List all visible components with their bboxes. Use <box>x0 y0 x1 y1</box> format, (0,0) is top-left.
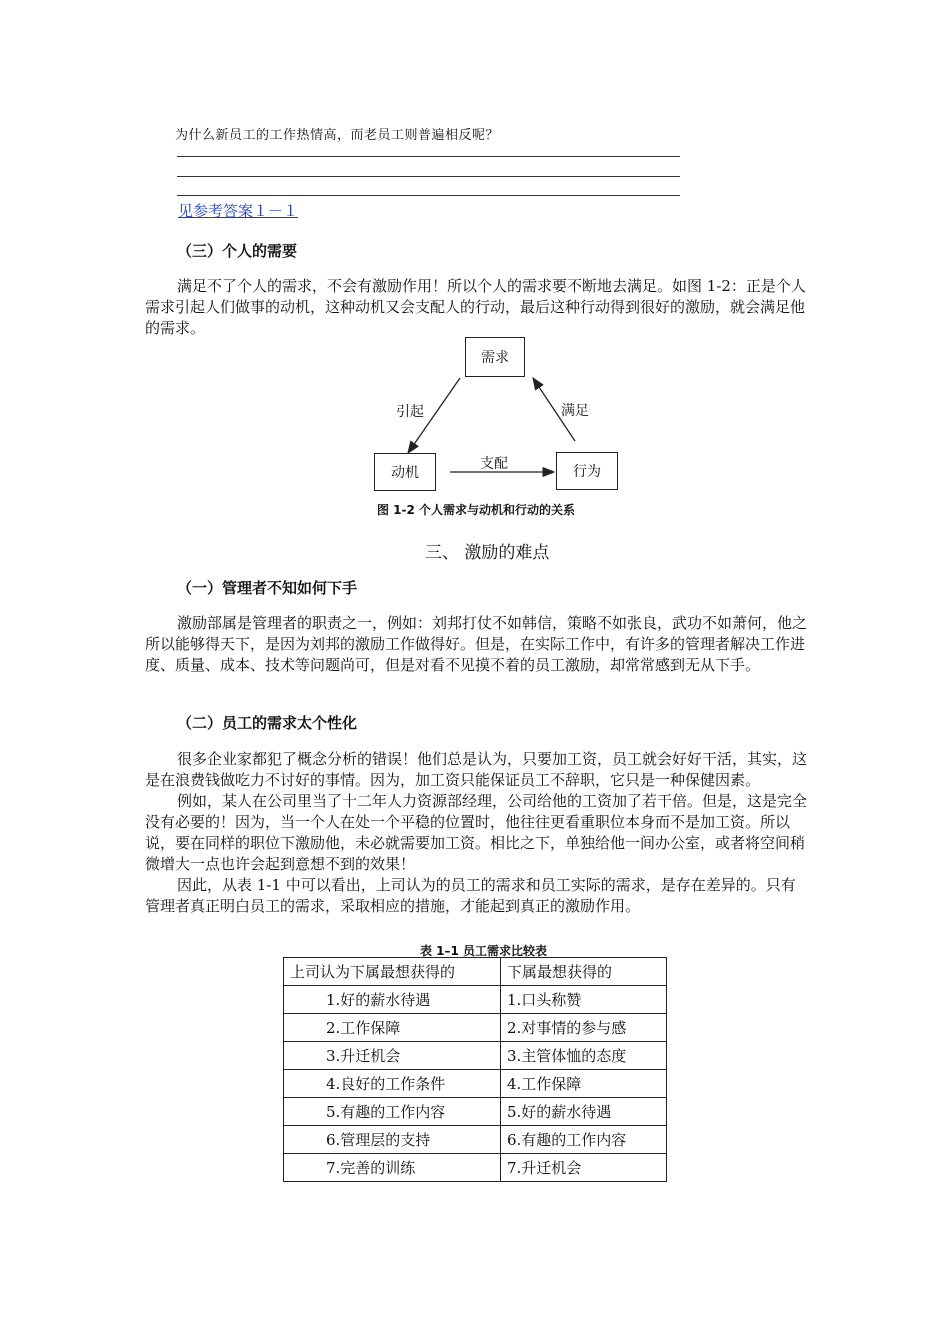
table-header-supervisor: 上司认为下属最想获得的 <box>284 958 501 986</box>
table-cell: 6.有趣的工作内容 <box>501 1126 667 1154</box>
need-motive-action-diagram <box>360 336 640 496</box>
table-cell: 4.工作保障 <box>501 1070 667 1098</box>
table-header-subordinate: 下属最想获得的 <box>501 958 667 986</box>
sub2-heading: （二）员工的需求太个性化 <box>177 714 358 732</box>
sub2-paragraph-1: 很多企业家都犯了概念分析的错误！他们总是认为，只要加工资，员工就会好好干活，其实，这是在浪费钱做吃力不讨好的事情。因为，加工资只能保证员工不辞职，它只是一种保健因素。 <box>145 750 808 789</box>
table-cell: 7.完善的训练 <box>284 1154 501 1182</box>
answer-line-3 <box>177 195 680 196</box>
table-row <box>284 986 667 1014</box>
table-cell: 4.良好的工作条件 <box>284 1070 501 1098</box>
section3-paragraph-text: 满足不了个人的需求，不会有激励作用！所以个人的需求要不断地去满足。如图 1-2：正是个人需求引起人们做事的动机，这种动机又会支配人的行动，最后这种行动得到很好的激励，就会满足他的需求。 <box>145 277 806 337</box>
table-cell: 2.工作保障 <box>284 1014 501 1042</box>
sub2-paragraph-3: 因此，从表 1-1 中可以看出，上司认为的员工的需求和员工实际的需求，是存在差异的。只有管理者真正明白员工的需求，采取相应的措施，才能起到真正的激励作用。 <box>145 876 796 915</box>
table-row <box>284 1126 667 1154</box>
table-cell: 3.主管体恤的态度 <box>501 1042 667 1070</box>
table-cell: 5.有趣的工作内容 <box>284 1098 501 1126</box>
table-row <box>284 1154 667 1182</box>
part3-heading: 三、 激励的难点 <box>425 543 550 563</box>
sub2-paragraphs <box>145 749 807 917</box>
table-caption: 表 1–1 员工需求比较表 <box>420 944 548 958</box>
question-text: 为什么新员工的工作热情高，而老员工则普遍相反呢？ <box>175 128 500 143</box>
table-cell: 5.好的薪水待遇 <box>501 1098 667 1126</box>
sub1-paragraph <box>145 613 807 676</box>
answer-line-2 <box>177 176 680 177</box>
sub1-heading: （一）管理者不知如何下手 <box>177 579 358 597</box>
node-action: 行为 <box>556 452 618 490</box>
node-need: 需求 <box>465 337 525 377</box>
table-cell: 1.好的薪水待遇 <box>284 986 501 1014</box>
table-header-row <box>284 958 667 986</box>
table-row <box>284 1070 667 1098</box>
label-dominate: 支配 <box>480 456 508 472</box>
figure-caption: 图 1-2 个人需求与动机和行动的关系 <box>377 503 576 517</box>
table-row <box>284 1042 667 1070</box>
table-cell: 7.升迁机会 <box>501 1154 667 1182</box>
node-motive: 动机 <box>374 453 436 491</box>
needs-comparison-table <box>283 957 667 1182</box>
answer-reference-link[interactable]: 见参考答案１－１ <box>178 202 299 220</box>
answer-line-1 <box>177 156 680 157</box>
label-cause: 引起 <box>396 404 424 420</box>
table-cell: 3.升迁机会 <box>284 1042 501 1070</box>
sub1-paragraph-text: 激励部属是管理者的职责之一，例如：刘邦打仗不如韩信，策略不如张良，武功不如萧何，他之所以能够得天下，是因为刘邦的激励工作做得好。但是，在实际工作中，有许多的管理者解决工作进度、质量、成本、技术等问题尚可，但是对看不见摸不着的员工激励，却常常感到无从下手。 <box>145 614 808 674</box>
section3-paragraph <box>145 276 807 339</box>
section3-heading: （三）个人的需要 <box>177 242 298 260</box>
sub2-paragraph-2: 例如，某人在公司里当了十二年人力资源部经理，公司给他的工资加了若干倍。但是，这是完全没有必要的！因为，当一个人在处一个平稳的位置时，他往往更看重职位本身而不是加工资。所以说，要在同样的职位下激励他，未必就需要加工资。相比之下，单独给他一间办公室，或者将空间稍微增大一点也许会起到意想不到的效果！ <box>145 792 808 873</box>
table-row <box>284 1014 667 1042</box>
table-row <box>284 1098 667 1126</box>
table-cell: 6.管理层的支持 <box>284 1126 501 1154</box>
label-satisfy: 满足 <box>561 403 589 419</box>
table-cell: 1.口头称赞 <box>501 986 667 1014</box>
table-cell: 2.对事情的参与感 <box>501 1014 667 1042</box>
